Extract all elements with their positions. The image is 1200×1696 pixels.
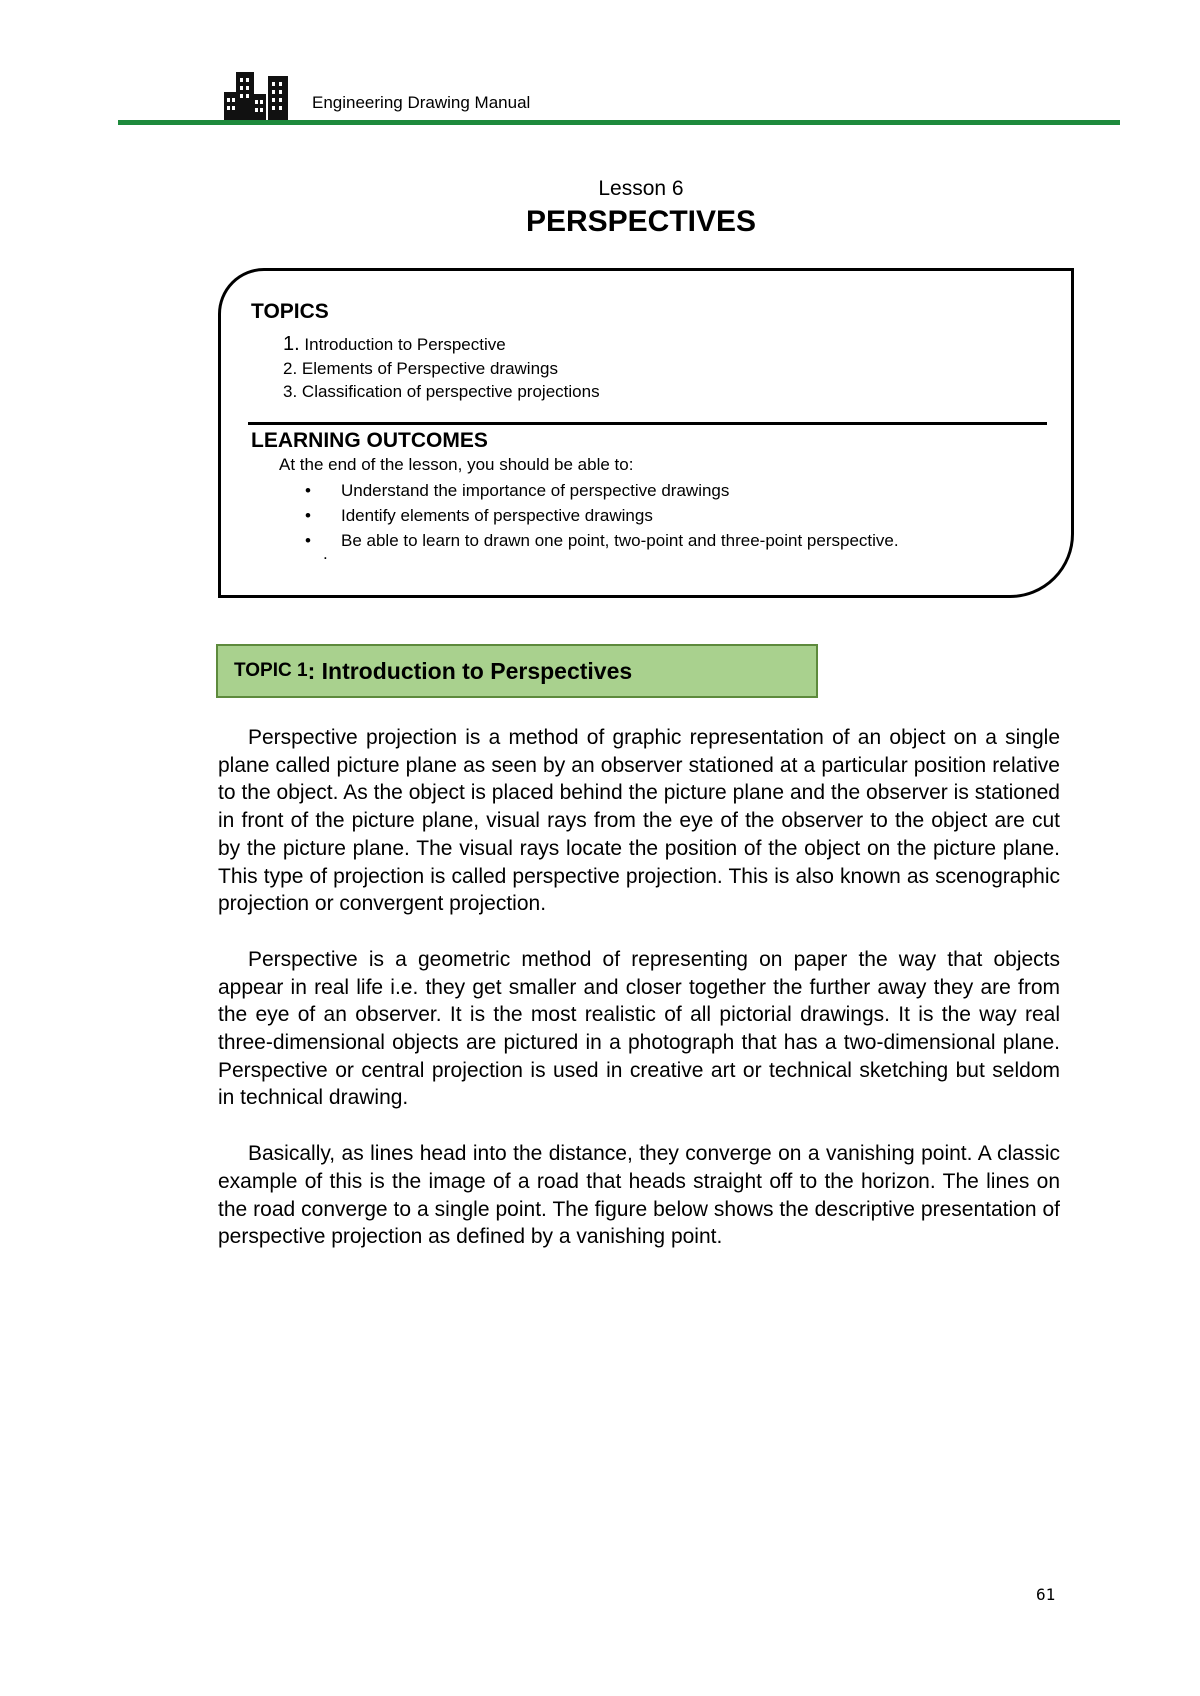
topic-number: 2. bbox=[283, 358, 298, 378]
buildings-icon bbox=[224, 72, 290, 120]
outcome-item bbox=[305, 478, 899, 503]
topic-text: Classification of perspective projections bbox=[301, 382, 600, 401]
outcome-text: Understand the importance of perspective drawings bbox=[341, 481, 730, 500]
topic-banner-label: TOPIC 1 bbox=[234, 660, 308, 681]
bullet-icon: • bbox=[305, 481, 311, 500]
learning-outcomes-heading: LEARNING OUTCOMES bbox=[251, 429, 488, 452]
topic-item bbox=[283, 380, 600, 404]
topic-number: 1. bbox=[283, 333, 300, 355]
topic-banner-colon: : bbox=[307, 657, 316, 684]
topics-list bbox=[283, 333, 600, 404]
header-rule bbox=[118, 120, 1120, 125]
lesson-title: PERSPECTIVES bbox=[525, 205, 757, 238]
bullet-icon: • bbox=[305, 531, 311, 550]
body-text bbox=[218, 724, 1060, 1279]
topic-item bbox=[283, 357, 600, 381]
outcome-item bbox=[305, 528, 899, 553]
bullet-icon: • bbox=[305, 506, 311, 525]
outcomes-list bbox=[305, 478, 899, 553]
lesson-overview-box bbox=[218, 268, 1074, 598]
topic-banner-title: Introduction to Perspectives bbox=[315, 657, 633, 684]
topic-text: Elements of Perspective drawings bbox=[301, 358, 558, 378]
body-paragraph: Perspective projection is a method of graphic representation of an object on a single plane called picture plane as seen by an observer stationed at a particular position relative to the object. As the object is placed behind the picture plane and the observer is stationed in front of the picture plane, visual rays from the eye of the observer to the object are cut by the picture plane. The visual rays locate the position of the object on the picture plane. This type of projection is called perspective projection. This is also known as scenographic projection or convergent projection. bbox=[218, 726, 1060, 916]
box-divider bbox=[248, 422, 1047, 425]
trailing-mark: . bbox=[323, 544, 328, 563]
body-paragraph: Perspective is a geometric method of representing on paper the way that objects appear in real life i.e. they get smaller and closer together the further away they are from the eye of an observer. It is the most realistic of all pictorial drawings. It is the way real three-dimensional objects are pictured in a photograph that has a two-dimensional plane. Perspective or central projection is used in creative art or technical sketching but seldom in technical drawing. bbox=[218, 947, 1060, 1110]
topic-number: 3. bbox=[283, 382, 298, 401]
topic-banner bbox=[216, 644, 818, 698]
outcome-text: Identify elements of perspective drawings bbox=[341, 506, 653, 525]
topic-item bbox=[283, 333, 600, 357]
outcome-item bbox=[305, 503, 899, 528]
body-paragraph: Basically, as lines head into the distance, they converge on a vanishing point. A classic example of this is the image of a road that heads straight off to the horizon. The lines on the road converge to a single point. The figure below shows the descriptive presentation of perspective projection as defined by a vanishing point. bbox=[218, 1142, 1060, 1249]
outcomes-intro: At the end of the lesson, you should be able to: bbox=[279, 455, 634, 474]
page-number: 61 bbox=[1036, 1585, 1056, 1604]
topic-text: Introduction to Perspective bbox=[304, 335, 506, 354]
outcome-text: Be able to learn to drawn one point, two-point and three-point perspective. bbox=[341, 531, 899, 550]
topics-heading: TOPICS bbox=[251, 300, 329, 323]
manual-title: Engineering Drawing Manual bbox=[312, 93, 531, 112]
lesson-label: Lesson 6 bbox=[598, 177, 684, 200]
